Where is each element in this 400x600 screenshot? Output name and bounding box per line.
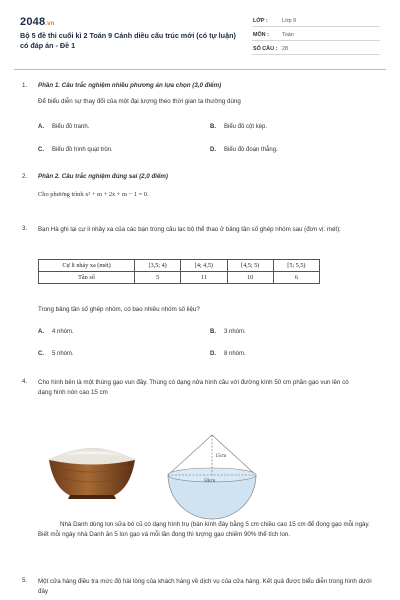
option-b[interactable] xyxy=(210,124,267,130)
part-heading: Phần 2. Câu trắc nghiệm đúng sai (2,0 điểm) xyxy=(38,173,168,180)
option-c[interactable] xyxy=(38,351,74,357)
option-text: 4 nhóm. xyxy=(52,329,74,335)
table-cell: 5 xyxy=(135,272,181,284)
table-cell: Tần số xyxy=(39,272,135,284)
question-prompt: Trong bảng tần số ghép nhóm, có bao nhiêu nhóm số liệu? xyxy=(38,306,200,313)
question-number: 1. xyxy=(22,82,28,89)
option-text: 3 nhóm. xyxy=(224,329,246,335)
table-cell: 10 xyxy=(227,272,273,284)
question-text: Bạn Hà ghi lại cự li nhảy xa của các bạn trong câu lạc bộ thể thao ở bảng tần số ghép nhóm sau (đơn vị: mét): xyxy=(38,226,341,233)
option-letter: A. xyxy=(38,124,44,130)
option-letter: B. xyxy=(210,329,216,335)
question-text: Cho phương trình x² + m + 2x + m − 1 = 0. xyxy=(38,191,149,198)
table-cell: [3,5; 4) xyxy=(135,260,181,272)
table-cell: [4; 4,5) xyxy=(181,260,227,272)
option-letter: D. xyxy=(210,351,216,357)
option-a[interactable] xyxy=(38,329,74,335)
option-d[interactable] xyxy=(210,351,246,357)
hemisphere-cone-diagram xyxy=(164,431,260,521)
site-logo[interactable] xyxy=(20,16,55,28)
table-cell: [4,5; 5) xyxy=(227,260,273,272)
option-text: 5 nhóm. xyxy=(52,351,74,357)
question-text: Cho hình bên là một thùng gạo vun đầy. Thùng có dạng nửa hình cầu với đường kính 50 cm phần gạo vun lên có dạng hình nón cao 15 cm xyxy=(38,379,349,396)
question-number: 3. xyxy=(22,225,28,232)
table-cell: 6 xyxy=(273,272,319,284)
frequency-table xyxy=(38,259,320,284)
diameter-label: 50cm xyxy=(204,479,216,484)
height-label: 15cm xyxy=(215,454,227,459)
meta-label: LỚP : xyxy=(253,18,268,24)
meta-subject xyxy=(252,30,380,41)
option-b[interactable] xyxy=(210,329,246,335)
meta-label: SỐ CÂU : xyxy=(253,46,278,52)
table-cell: Cự li nhảy xa (mét) xyxy=(39,260,135,272)
document-title: Bộ 5 đề thi cuối kì 2 Toán 9 Cánh diều cấu trúc mới (có tự luận) có đáp án - Đề 1 xyxy=(20,31,236,50)
question-number: 5. xyxy=(22,577,28,584)
question-text: Một cửa hàng điều tra mức độ hài lòng của khách hàng về dịch vụ của cửa hàng. Kết quả được biểu diễn trong hình dưới đây xyxy=(38,578,372,595)
meta-count xyxy=(252,44,380,55)
option-text: Biểu đồ đoạn thẳng. xyxy=(224,147,278,153)
table-cell: 11 xyxy=(181,272,227,284)
logo-main: 2048 xyxy=(20,16,46,28)
part-heading: Phần 1. Câu trắc nghiệm nhiều phương án lựa chọn (3,0 điểm) xyxy=(38,82,222,89)
meta-value: 28 xyxy=(282,46,288,52)
question-number: 2. xyxy=(22,173,28,180)
option-a[interactable] xyxy=(38,124,89,130)
rice-bowl-image xyxy=(44,433,140,503)
logo-suffix: .vn xyxy=(45,21,55,27)
option-letter: D. xyxy=(210,147,216,153)
option-text: Biểu đồ cột kép. xyxy=(224,124,268,130)
option-letter: C. xyxy=(38,147,44,153)
option-text: 8 nhóm. xyxy=(224,351,246,357)
option-d[interactable] xyxy=(210,147,278,153)
question-number: 4. xyxy=(22,378,28,385)
option-text: Biểu đồ tranh. xyxy=(52,124,90,130)
option-c[interactable] xyxy=(38,147,113,153)
meta-value: Toán xyxy=(282,32,294,38)
option-text: Biểu đồ hình quạt tròn. xyxy=(52,147,113,153)
meta-class xyxy=(252,16,380,27)
meta-label: MÔN : xyxy=(253,32,269,38)
meta-value: Lớp 9 xyxy=(282,18,297,24)
option-letter: A. xyxy=(38,329,44,335)
table-row xyxy=(39,260,320,272)
option-letter: C. xyxy=(38,351,44,357)
table-cell: [5; 5,5) xyxy=(273,260,319,272)
question-text: Để biểu diễn sự thay đổi của một đại lượng theo thời gian ta thường dùng xyxy=(38,98,241,105)
header-divider xyxy=(14,69,386,70)
table-row xyxy=(39,272,320,284)
option-letter: B. xyxy=(210,124,216,130)
question-continuation: Nhà Danh dùng lon sữa bò cũ có dạng hình trụ (bán kính đáy bằng 5 cm chiều cao 15 cm để đong gạo mỗi ngày. Biết mỗi ngày nhà Danh ăn 5 lon gạo và mỗi lần đong thì lượng gạo chiếm 90% thể tích lon. xyxy=(38,521,370,538)
